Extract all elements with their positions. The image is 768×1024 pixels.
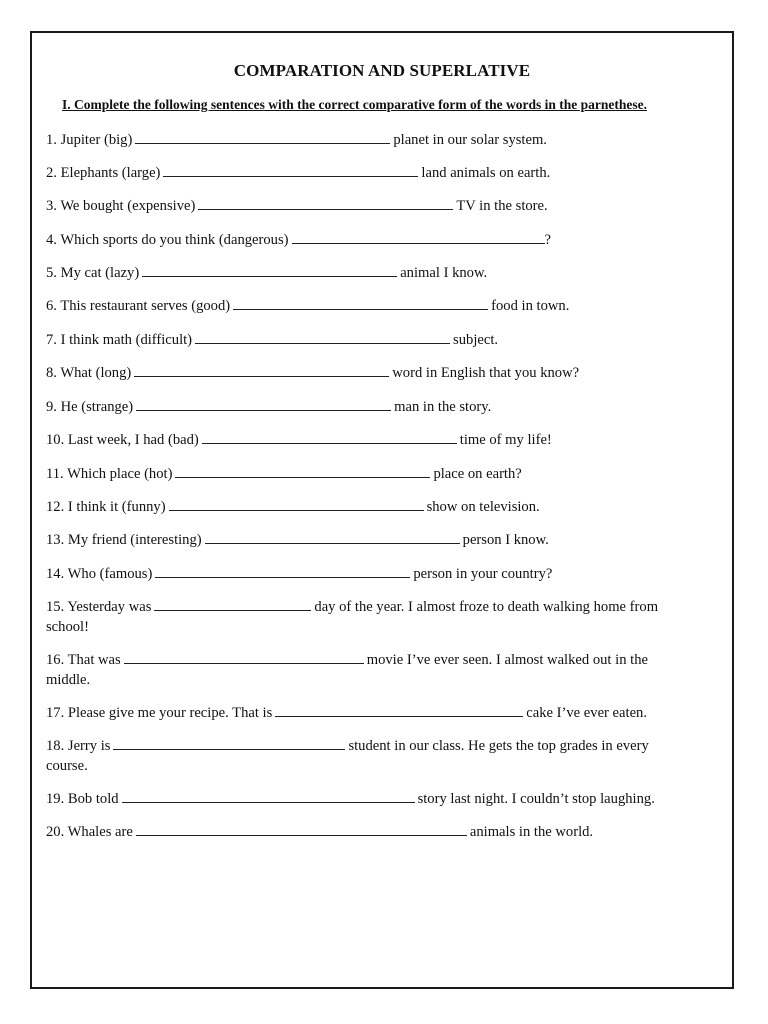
item-ending: place on earth? — [433, 466, 522, 482]
item-ending: animal I know. — [400, 265, 488, 281]
answer-blank[interactable] — [292, 231, 545, 244]
answer-blank[interactable] — [198, 197, 453, 210]
item-ending: man in the story. — [394, 399, 492, 415]
exercise-item — [46, 163, 686, 183]
exercise-item — [46, 703, 686, 723]
exercise-item — [46, 430, 686, 450]
item-prompt: 12. I think it (funny) — [46, 499, 166, 515]
item-prompt: 16. That was — [46, 652, 121, 668]
answer-blank[interactable] — [136, 398, 391, 411]
item-ending: animals in the world. — [469, 824, 594, 840]
exercise-item — [46, 530, 686, 550]
item-prompt: 14. Who (famous) — [46, 566, 153, 582]
exercise-item — [46, 330, 686, 350]
exercise-item — [46, 497, 686, 517]
item-ending: food in town. — [491, 298, 570, 314]
exercise-item — [46, 464, 686, 484]
item-ending: show on television. — [426, 499, 540, 515]
item-ending: story last night. I couldn’t stop laughing. — [417, 791, 655, 807]
answer-blank[interactable] — [205, 531, 460, 544]
exercise-item — [46, 397, 686, 417]
answer-blank[interactable] — [113, 737, 345, 750]
item-ending: ? — [544, 232, 552, 248]
answer-blank[interactable] — [175, 465, 430, 478]
item-prompt: 20. Whales are — [46, 824, 133, 840]
answer-blank[interactable] — [154, 598, 311, 611]
exercise-item — [46, 296, 686, 316]
answer-blank[interactable] — [124, 651, 364, 664]
answer-blank[interactable] — [169, 498, 424, 511]
item-ending: person in your country? — [413, 566, 553, 582]
exercise-item — [46, 564, 686, 584]
item-ending: time of my life! — [459, 432, 552, 448]
item-prompt: 1. Jupiter (big) — [46, 132, 133, 148]
answer-blank[interactable] — [135, 131, 390, 144]
item-prompt: 2. Elephants (large) — [46, 165, 161, 181]
item-ending: movie I’ve ever seen. I almost walked out in the middle. — [46, 652, 648, 688]
item-ending: land animals on earth. — [421, 165, 551, 181]
item-prompt: 4. Which sports do you think (dangerous) — [46, 232, 289, 248]
item-prompt: 15. Yesterday was — [46, 599, 152, 615]
item-prompt: 18. Jerry is — [46, 738, 111, 754]
item-ending: person I know. — [462, 532, 549, 548]
item-ending: day of the year. I almost froze to death walking home from school! — [46, 599, 659, 635]
item-ending: TV in the store. — [456, 198, 548, 214]
item-prompt: 9. He (strange) — [46, 399, 134, 415]
item-prompt: 11. Which place (hot) — [46, 466, 173, 482]
exercise-instruction: I. Complete the following sentences with the correct comparative form of the words in the parnethese. — [62, 97, 648, 112]
exercise-item — [46, 822, 686, 842]
answer-blank[interactable] — [134, 364, 389, 377]
answer-blank[interactable] — [122, 790, 415, 803]
exercise-item — [46, 363, 686, 383]
exercise-item — [46, 263, 686, 283]
exercise-item — [46, 230, 686, 250]
answer-blank[interactable] — [233, 297, 488, 310]
item-prompt: 19. Bob told — [46, 791, 119, 807]
item-prompt: 5. My cat (lazy) — [46, 265, 140, 281]
exercise-item — [46, 196, 686, 216]
item-prompt: 8. What (long) — [46, 365, 132, 381]
answer-blank[interactable] — [136, 823, 467, 836]
worksheet-title: COMPARATION AND SUPERLATIVE — [233, 61, 531, 80]
exercise-item — [46, 650, 686, 690]
item-ending: planet in our solar system. — [393, 132, 547, 148]
item-prompt: 10. Last week, I had (bad) — [46, 432, 199, 448]
item-prompt: 7. I think math (difficult) — [46, 332, 193, 348]
answer-blank[interactable] — [163, 164, 418, 177]
item-prompt: 17. Please give me your recipe. That is — [46, 705, 273, 721]
item-prompt: 6. This restaurant serves (good) — [46, 298, 231, 314]
exercise-item — [46, 789, 686, 809]
answer-blank[interactable] — [202, 431, 457, 444]
answer-blank[interactable] — [142, 264, 397, 277]
item-prompt: 13. My friend (interesting) — [46, 532, 202, 548]
exercise-item — [46, 736, 686, 776]
item-ending: word in English that you know? — [392, 365, 580, 381]
exercise-list — [46, 130, 686, 842]
exercise-item — [46, 130, 686, 150]
item-ending: subject. — [453, 332, 499, 348]
item-ending: cake I’ve ever eaten. — [526, 705, 647, 721]
item-prompt: 3. We bought (expensive) — [46, 198, 196, 214]
item-ending: student in our class. He gets the top grades in every course. — [46, 738, 649, 774]
answer-blank[interactable] — [155, 565, 410, 578]
exercise-item — [46, 597, 686, 637]
answer-blank[interactable] — [195, 331, 450, 344]
worksheet-frame — [30, 31, 734, 989]
answer-blank[interactable] — [275, 704, 523, 717]
